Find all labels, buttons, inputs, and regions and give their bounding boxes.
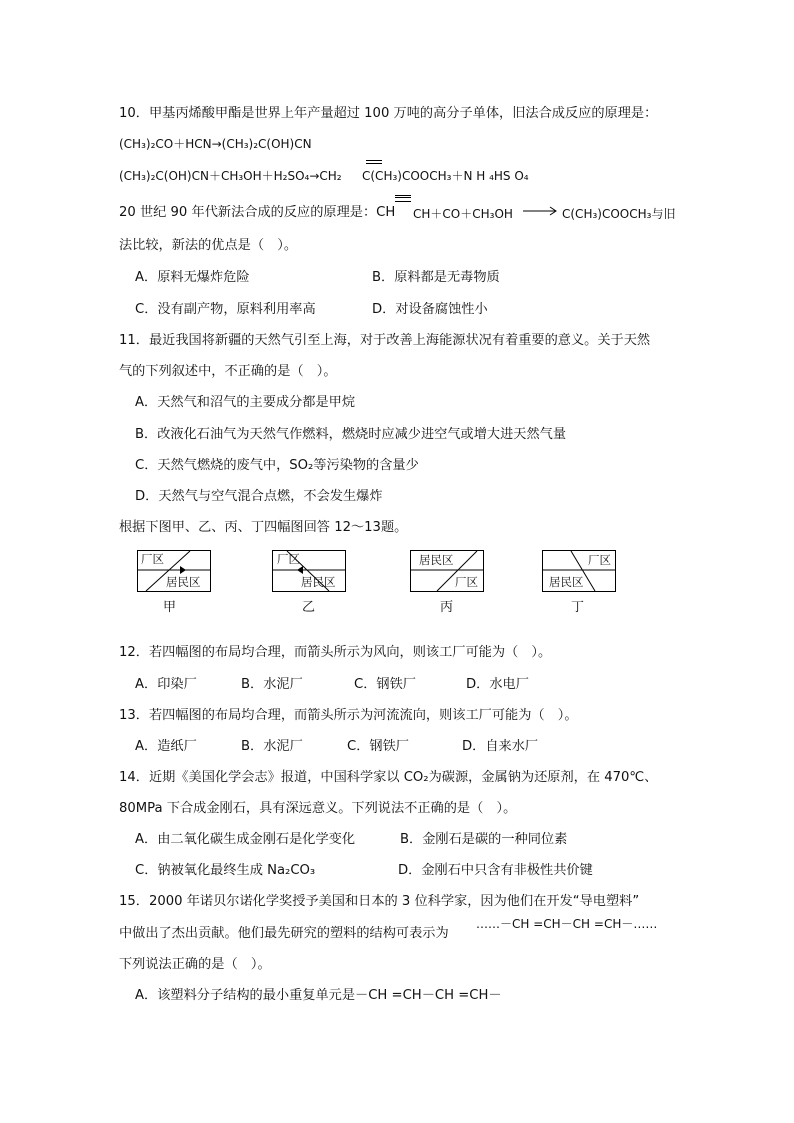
q13-option-a: A．造纸厂 (135, 739, 197, 754)
q10-stem: 10．甲基丙烯酸甲酯是世界上年产量超过 100 万吨的高分子单体，旧法合成反应的原理是： (119, 106, 658, 121)
residential-label: 居民区 (301, 575, 336, 589)
residential-label: 居民区 (419, 553, 454, 567)
diagram-intro: 根据下图甲、乙、丙、丁四幅图回答 12～13题。 (119, 520, 408, 535)
q14-option-b: B．金刚石是碳的一种同位素 (400, 832, 568, 847)
diagram-jia (137, 550, 211, 592)
residential-label: 居民区 (549, 575, 584, 589)
q10-equation-1: (CH₃)₂CO＋HCN→(CH₃)₂C(OH)CN (119, 137, 312, 151)
q15-stem-line1: 15．2000 年诺贝尔诺化学奖授予美国和日本的 3 位科学家，因为他们在开发“导电塑料” (119, 894, 640, 909)
factory-label: 厂区 (455, 575, 478, 589)
triple-bond-mark (395, 195, 411, 202)
factory-label: 厂区 (277, 552, 300, 566)
residential-label: 居民区 (166, 575, 201, 589)
q10-option-d: D．对设备腐蚀性小 (372, 302, 488, 317)
q12-option-c: C．钢铁厂 (354, 677, 416, 692)
diagram-bing (410, 550, 484, 592)
q10-option-a: A．原料无爆炸危险 (135, 270, 250, 285)
q14-option-c: C．钠被氧化最终生成 Na₂CO₃ (135, 863, 316, 878)
diagram-caption-bing: 丙 (440, 600, 454, 615)
q13-stem: 13．若四幅图的布局均合理，而箭头所示为河流流向，则该工厂可能为（ ）。 (119, 708, 578, 723)
q15-plastic-structure: ……－CH =CH－CH =CH－…… (476, 917, 658, 931)
q10-option-b: B．原料都是无毒物质 (372, 270, 500, 285)
diagram-ding (542, 550, 616, 592)
q12-option-d: D．水电厂 (466, 677, 529, 692)
factory-label: 厂区 (141, 552, 164, 566)
q13-option-c: C．钢铁厂 (347, 739, 409, 754)
diagram-caption-yi: 乙 (302, 600, 316, 615)
q14-option-a: A．由二氧化碳生成金刚石是化学变化 (135, 832, 356, 847)
q15-stem-line3: 下列说法正确的是（ ）。 (119, 957, 271, 972)
q14-option-d: D．金刚石中只含有非极性共价键 (398, 863, 593, 878)
q13-option-b: B．水泥厂 (241, 739, 303, 754)
q15-option-a: A．该塑料分子结构的最小重复单元是－CH =CH－CH =CH－ (135, 988, 502, 1003)
q11-stem-line1: 11．最近我国将新疆的天然气引至上海，对于改善上海能源状况有着重要的意义。关于天然 (119, 333, 651, 348)
reaction-arrow-icon (522, 206, 558, 216)
q15-stem-line2: 中做出了杰出贡献。他们最先研究的塑料的结构可表示为 (119, 926, 449, 941)
double-bond-mark (366, 160, 382, 164)
q10-equation-2a: (CH₃)₂C(OH)CN＋CH₃OH＋H₂SO₄→CH₂ (119, 169, 342, 183)
q12-option-a: A．印染厂 (135, 677, 197, 692)
q11-option-b: B．改液化石油气为天然气作燃料，燃烧时应减少进空气或增大进天然气量 (135, 427, 567, 442)
q12-option-b: B．水泥厂 (241, 677, 303, 692)
q14-stem-line1: 14．近期《美国化学会志》报道，中国科学家以 CO₂为碳源，金属钠为还原剂，在 470℃、 (119, 770, 658, 785)
q13-option-d: D．自来水厂 (462, 739, 539, 754)
q11-option-c: C．天然气燃烧的废气中，SO₂等污染物的含量少 (135, 458, 419, 473)
q10-question-tail: 法比较，新法的优点是（ ）。 (119, 238, 298, 253)
q10-equation-2b: C(CH₃)COOCH₃＋N H ₄HS O₄ (362, 169, 529, 183)
q14-stem-line2: 80MPa 下合成金刚石，具有深远意义。下列说法不正确的是（ ）。 (119, 801, 517, 816)
q11-option-d: D．天然气与空气混合点燃，不会发生爆炸 (135, 489, 383, 504)
factory-label: 厂区 (588, 553, 611, 567)
diagram-caption-jia: 甲 (163, 600, 177, 615)
q11-option-a: A．天然气和沼气的主要成分都是甲烷 (135, 395, 356, 410)
diagram-caption-ding: 丁 (571, 600, 585, 615)
q10-new-method-a: 20 世纪 90 年代新法合成的反应的原理是：CH (119, 205, 396, 220)
diagram-yi (272, 550, 346, 592)
q11-stem-line2: 气的下列叙述中，不正确的是（ ）。 (119, 364, 337, 379)
q10-option-c: C．没有副产物，原料利用率高 (135, 302, 316, 317)
q10-new-method-c: C(CH₃)COOCH₃与旧 (562, 207, 676, 221)
q12-stem: 12．若四幅图的布局均合理，而箭头所示为风向，则该工厂可能为（ ）。 (119, 645, 552, 660)
q10-new-method-b: CH＋CO＋CH₃OH (413, 207, 513, 221)
